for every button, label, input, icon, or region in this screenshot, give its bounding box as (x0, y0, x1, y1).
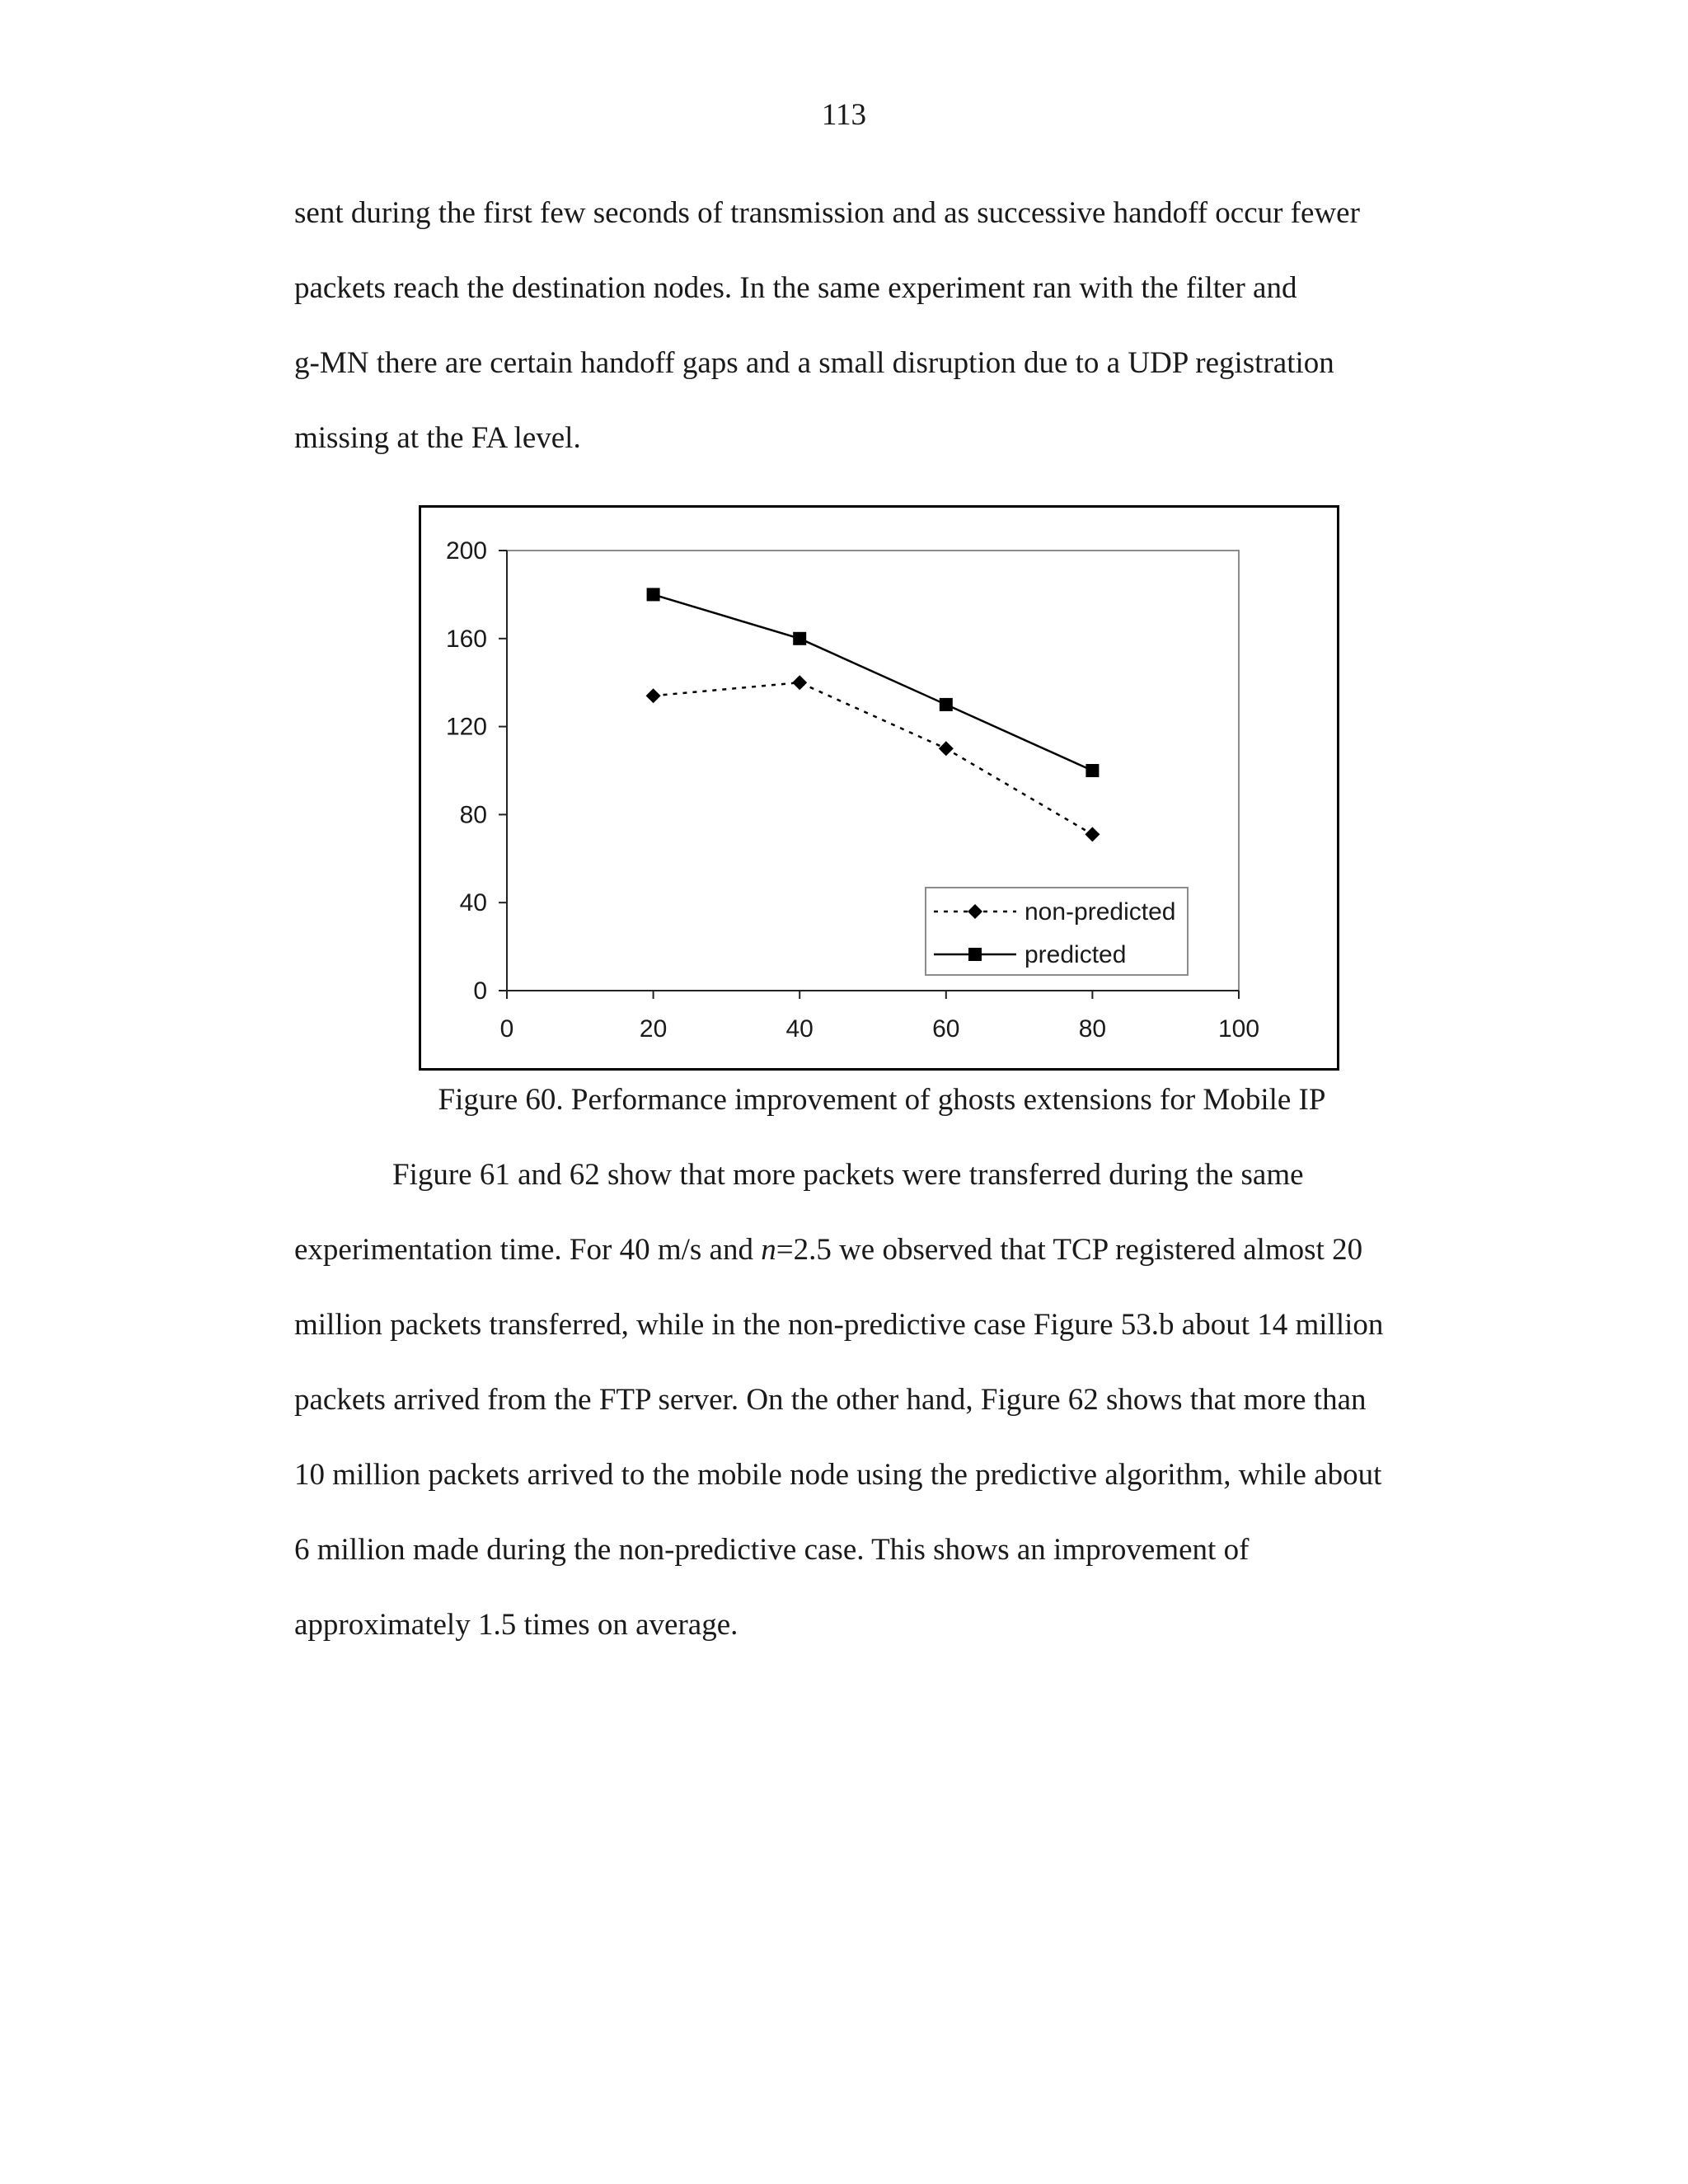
y-tick-label: 40 (459, 889, 487, 917)
paragraph-2-line (294, 1382, 1367, 1418)
data-point-predicted (1085, 764, 1099, 777)
paragraph-1-line: sent during the first few seconds of transmission and as successive handoff occur fewer (294, 196, 1360, 230)
data-point-non-predicted (1085, 827, 1100, 841)
text-run: 10 million packets arrived to the mobile node using the predictive algorithm, while about (294, 1458, 1382, 1492)
page-number: 113 (821, 98, 867, 132)
figure-caption: Figure 60. Performance improvement of ghosts extensions for Mobile IP (438, 1083, 1326, 1117)
paragraph-2-line (294, 1307, 1383, 1343)
series-line-non-predicted (654, 682, 1093, 834)
text-run: 6 million made during the non-predictive case. This shows an improvement of (294, 1533, 1250, 1567)
y-tick-label: 160 (445, 625, 487, 653)
data-point-predicted (647, 588, 660, 601)
y-tick-label: 0 (473, 977, 487, 1005)
x-tick-label: 20 (639, 1015, 668, 1043)
text-run: million packets transferred, while in the non-predictive case Figure 53.b about 14 million (294, 1308, 1384, 1342)
paragraph-2-line (294, 1532, 1249, 1568)
data-point-predicted (793, 632, 806, 645)
legend-label: non-predicted (1025, 898, 1176, 926)
legend-marker-predicted (968, 948, 982, 961)
text-run: packets arrived from the FTP server. On the other hand, Figure 62 shows that more than (294, 1383, 1367, 1417)
figure-60-chart (419, 505, 1339, 1071)
x-tick-label: 100 (1217, 1015, 1260, 1043)
x-tick-label: 0 (499, 1015, 514, 1043)
line-chart (421, 508, 1337, 1068)
x-tick-label: 60 (932, 1015, 960, 1043)
paragraph-2-line (294, 1457, 1381, 1493)
text-run: Figure 61 and 62 show that more packets were transferred during the same (392, 1158, 1304, 1192)
data-point-non-predicted (792, 675, 807, 690)
paragraph-1-line: missing at the FA level. (294, 421, 581, 455)
paragraph-1-line: g-MN there are certain handoff gaps and a small disruption due to a UDP registration (294, 346, 1334, 380)
text-run: approximately 1.5 times on average. (294, 1608, 738, 1642)
text-run: =2.5 we observed that TCP registered almost 20 (776, 1233, 1363, 1267)
x-tick-label: 80 (1078, 1015, 1107, 1043)
data-point-non-predicted (646, 688, 661, 703)
data-point-non-predicted (939, 741, 954, 756)
y-tick-label: 200 (445, 537, 487, 565)
x-tick-label: 40 (785, 1015, 814, 1043)
y-tick-label: 80 (459, 801, 487, 829)
series-line-predicted (654, 594, 1093, 771)
paragraph-2-line (392, 1157, 1304, 1193)
text-run: experimentation time. For 40 m/s and (294, 1233, 762, 1267)
italic-variable: n (761, 1233, 776, 1267)
paragraph-2-line (294, 1232, 1362, 1268)
y-tick-label: 120 (445, 713, 487, 741)
paragraph-1-line: packets reach the destination nodes. In the same experiment ran with the filter and (294, 271, 1297, 305)
data-point-predicted (940, 698, 953, 711)
paragraph-2-line (294, 1607, 738, 1643)
legend-label: predicted (1025, 941, 1127, 968)
